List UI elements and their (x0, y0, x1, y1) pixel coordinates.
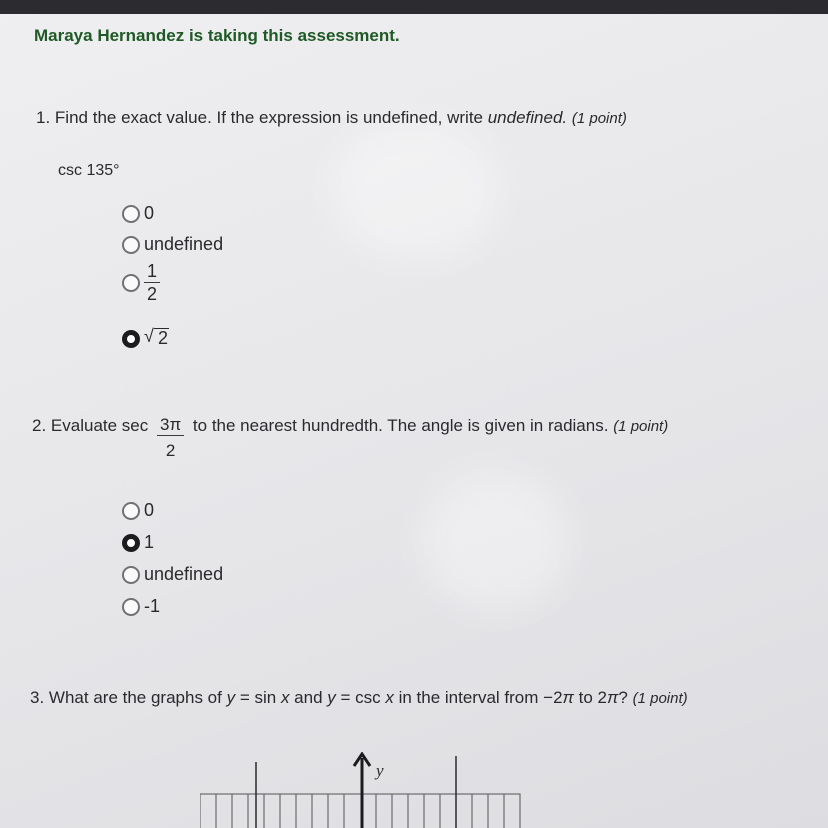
question-1-expression: csc 135° (58, 162, 120, 179)
radio-button[interactable] (122, 598, 140, 616)
question-points: (1 point) (613, 418, 669, 435)
eq-csc: = csc (335, 688, 386, 707)
q2-option-0[interactable] (122, 500, 154, 521)
conj: and (289, 688, 328, 707)
fraction-denominator: 2 (165, 441, 176, 460)
q1-option-0[interactable] (122, 203, 154, 224)
square-root-expression (144, 328, 168, 349)
question-3-prompt (30, 688, 688, 708)
graph-preview (200, 752, 530, 828)
fraction-denominator: 2 (147, 284, 158, 304)
radical-bar (154, 328, 169, 329)
q2-option-undefined[interactable] (122, 564, 223, 585)
radio-button[interactable] (122, 502, 140, 520)
top-header-strip (0, 0, 828, 14)
radicand: 2 (158, 328, 169, 348)
q1-option-undefined[interactable] (122, 234, 223, 255)
radio-button[interactable] (122, 566, 140, 584)
assessment-taker-banner: Maraya Hernandez is taking this assessment. (34, 26, 400, 45)
y-axis-label: y (376, 761, 384, 780)
radio-button[interactable] (122, 236, 140, 254)
radio-button[interactable] (122, 274, 140, 292)
question-number: 1. (36, 108, 51, 127)
option-label: undefined (144, 564, 224, 584)
question-number: 3. (30, 688, 45, 707)
q1-option-sqrt-2[interactable] (122, 328, 168, 349)
pi: π (562, 688, 574, 707)
q2-option-neg-1[interactable] (122, 596, 160, 617)
question-text: Evaluate sec (50, 416, 149, 435)
question-number: 2. (32, 416, 47, 435)
var-x: x (280, 688, 290, 707)
question-mark: ? (618, 688, 628, 707)
q1-option-one-half[interactable] (122, 262, 160, 303)
option-label: 0 (144, 500, 155, 520)
q2-option-1[interactable] (122, 532, 154, 553)
question-2-prompt (32, 416, 668, 459)
question-text: What are the graphs of (48, 688, 222, 707)
radio-button[interactable] (122, 205, 140, 223)
radio-button-selected[interactable] (122, 330, 140, 348)
glare (420, 470, 570, 610)
question-text: to the nearest hundredth. The angle is given in radians. (192, 416, 609, 435)
fraction-numerator: 3π (157, 416, 184, 436)
option-label: 1 (144, 532, 155, 552)
eq-sin: = sin (235, 688, 281, 707)
pi: π (607, 688, 619, 707)
question-text: to 2 (573, 688, 608, 707)
question-text-italic: undefined. (487, 108, 568, 127)
var-y: y (226, 688, 236, 707)
question-text: Find the exact value. If the expression is undefined, write (54, 108, 488, 127)
radio-button-selected[interactable] (122, 534, 140, 552)
radical-sign: √ (144, 326, 154, 346)
var-y: y (327, 688, 336, 707)
question-text: in the interval from −2 (393, 688, 563, 707)
question-points: (1 point) (571, 110, 627, 127)
glare (330, 120, 500, 260)
fraction (144, 262, 160, 303)
question-points: (1 point) (632, 690, 688, 707)
var-x: x (385, 688, 394, 707)
graph-grid (200, 794, 520, 828)
option-label: 0 (144, 203, 155, 223)
fraction-numerator: 1 (144, 262, 160, 283)
angle-fraction (157, 416, 184, 459)
option-label: -1 (144, 596, 161, 616)
option-label: undefined (144, 234, 224, 254)
question-1-prompt (36, 108, 627, 128)
